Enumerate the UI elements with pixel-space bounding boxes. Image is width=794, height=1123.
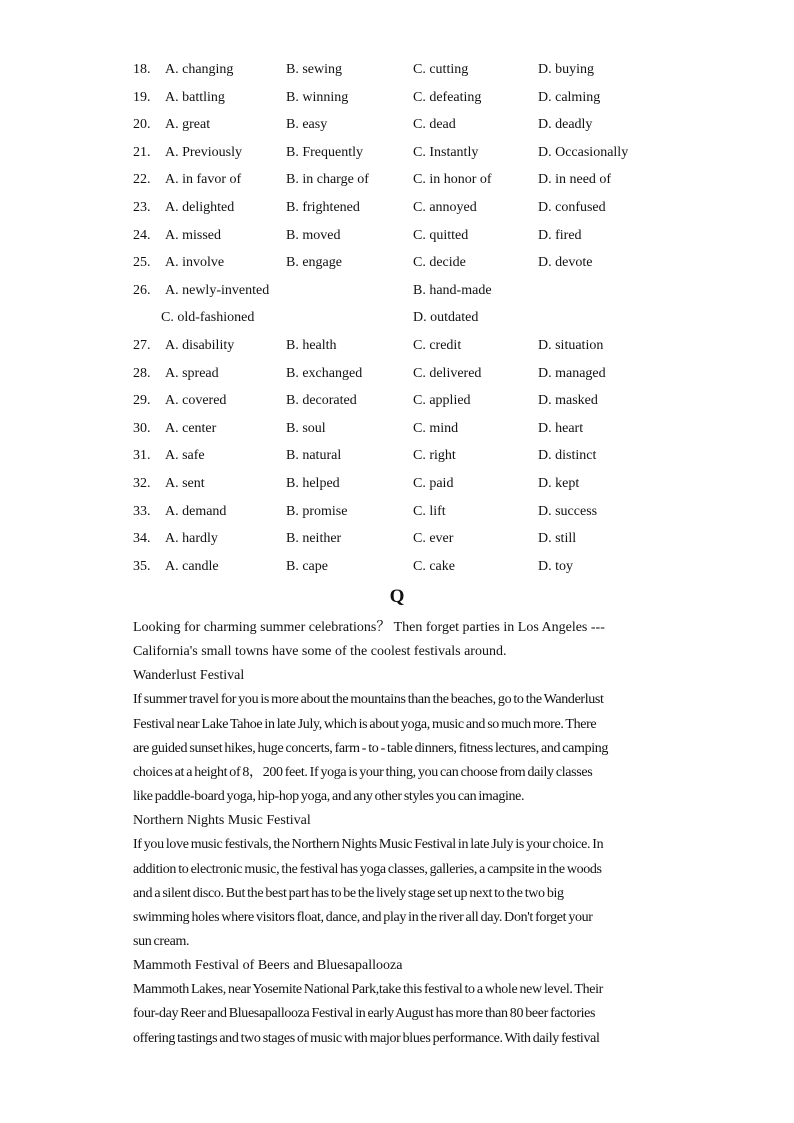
question-row [133,555,693,583]
option-a: A. safe [165,448,205,464]
option-a: A. delighted [165,199,235,215]
festival-title: Mammoth Festival of Beers and Bluesapallooza [133,958,403,974]
option-d: D. buying [538,62,594,77]
option-d: D. confused [538,199,606,215]
option-c: C. delivered [413,365,482,381]
option-a: A. disability [165,337,235,353]
question-number: 19. [133,89,151,105]
option-c: C. cake [413,558,455,574]
option-a: A. battling [165,89,225,105]
option-b: B. soul [286,420,326,436]
option-c: C. annoyed [413,199,477,215]
question-row [133,196,693,224]
question-row [133,251,693,279]
question-row [133,168,693,196]
question-number: 20. [133,117,151,133]
passage-line: California's small towns have some of the coolest festivals around. [133,644,507,660]
question-row [133,279,693,307]
option-b: B. Frequently [286,144,363,160]
option-d: D. kept [538,475,580,491]
question-number: 21. [133,144,151,160]
option-b: B. in charge of [286,172,369,188]
passage-line: are guided sunset hikes, huge concerts, farm - to - table dinners, fitness lectures, and camping [133,740,609,756]
question-number: 23. [133,199,151,215]
option-b: B. easy [286,117,328,133]
option-b: B. engage [286,255,342,271]
option-a: A. changing [165,62,234,77]
question-number: 28. [133,365,151,381]
option-b: B. promise [286,503,348,519]
option-a: A. covered [165,393,227,409]
question-row [133,472,693,500]
option-b: B. exchanged [286,365,363,381]
question-row [133,444,693,472]
option-d: D. toy [538,558,573,574]
question-row [133,527,693,555]
passage-line: If summer travel for you is more about the mountains than the beaches, go to the Wanderlust [133,692,604,708]
option-d: D. still [538,531,577,547]
option-b: B. moved [286,227,341,243]
option-d: D. managed [538,365,606,381]
question-row [133,141,693,169]
option-c: C. decide [413,255,466,271]
question-row [133,362,693,390]
question-number: 24. [133,227,151,243]
option-b: B. hand-made [413,282,492,298]
passage-line: like paddle-board yoga, hip-hop yoga, and any other styles you can imagine. [133,789,525,805]
reading-passage [133,616,663,1051]
question-number: 26. [133,282,151,298]
option-c: C. quitted [413,227,469,243]
option-c: C. applied [413,393,471,409]
option-a: A. newly-invented [165,282,270,298]
passage-line: Festival near Lake Tahoe in late July, which is about yoga, music and so much more. There [133,716,597,732]
option-c: C. defeating [413,89,482,105]
festival-title: Northern Nights Music Festival [133,813,311,829]
option-b: B. natural [286,448,342,464]
option-d: D. devote [538,255,593,271]
option-a: A. missed [165,227,221,243]
question-number: 33. [133,503,151,519]
option-c: C. Instantly [413,144,479,160]
option-c: C. in honor of [413,172,492,188]
question-number: 34. [133,531,151,547]
passage-line: If you love music festivals, the Northern Nights Music Festival in late July is your choice. In [133,837,604,853]
option-c: C. cutting [413,62,469,77]
option-b: B. sewing [286,62,342,77]
option-a: A. great [165,117,211,133]
question-row [133,417,693,445]
option-b: B. cape [286,558,328,574]
option-c: C. dead [413,117,456,133]
option-a: A. in favor of [165,172,242,188]
option-d: D. calming [538,89,601,105]
option-c: C. lift [413,503,446,519]
option-b: B. decorated [286,393,357,409]
option-d: D. distinct [538,448,597,464]
question-number: 27. [133,337,151,353]
option-d: D. masked [538,393,598,409]
passage-line: sun cream. [133,934,190,950]
option-a: A. spread [165,365,219,381]
question-number: 31. [133,448,151,464]
passage-line: addition to electronic music, the festival has yoga classes, galleries, a campsite in the woods [133,861,602,877]
option-c: C. credit [413,337,462,353]
question-number: 29. [133,393,151,409]
passage-line: offering tastings and two stages of music with major blues performance. With daily festival [133,1030,600,1046]
option-c: C. ever [413,531,454,547]
option-a: A. hardly [165,531,218,547]
question-number: 30. [133,420,151,436]
option-d: D. outdated [413,310,479,326]
option-a: A. Previously [165,144,242,160]
passage-line: four-day Reer and Bluesapallooza Festival in early August has more than 80 beer factories [133,1006,596,1022]
option-a: A. center [165,420,217,436]
question-row [133,334,693,362]
option-d: D. success [538,503,598,519]
option-a: A. demand [165,503,227,519]
question-row [133,58,693,86]
option-b: B. frightened [286,199,360,215]
question-row [133,389,693,417]
option-b: B. helped [286,475,340,491]
passage-line: and a silent disco. But the best part has to be the lively stage set up next to the two big [133,885,564,901]
option-c: C. paid [413,475,454,491]
option-c: C. mind [413,420,459,436]
question-number: 25. [133,255,151,271]
passage-line: swimming holes where visitors float, dance, and play in the river all day. Don't forget your [133,909,593,925]
option-b: B. health [286,337,337,353]
option-b: B. winning [286,89,349,105]
question-number: 32. [133,475,151,491]
passage-line: Looking for charming summer celebrations？ Then forget parties in Los Angeles --- [133,620,605,635]
option-a: A. sent [165,475,205,491]
answer-options-table [133,58,693,582]
option-d: D. situation [538,337,604,353]
question-row-continued [133,306,693,334]
question-row [133,113,693,141]
option-a: A. involve [165,255,225,271]
option-b: B. neither [286,531,342,547]
option-d: D. deadly [538,117,593,133]
question-row [133,86,693,114]
passage-line: Mammoth Lakes, near Yosemite National Park,take this festival to a whole new level. Their [133,982,603,998]
section-heading: Q [389,586,405,607]
question-row [133,500,693,528]
option-c: C. old-fashioned [161,310,255,326]
question-row [133,224,693,252]
passage-line: choices at a height of 8，200 feet. If yoga is your thing, you can choose from daily classes [133,764,593,780]
question-number: 35. [133,558,151,574]
option-d: D. in need of [538,172,612,188]
question-number: 18. [133,62,151,77]
option-d: D. fired [538,227,582,243]
question-number: 22. [133,172,151,188]
option-c: C. right [413,448,456,464]
festival-title: Wanderlust Festival [133,668,245,684]
option-d: D. Occasionally [538,144,629,160]
option-d: D. heart [538,420,584,436]
option-a: A. candle [165,558,219,574]
